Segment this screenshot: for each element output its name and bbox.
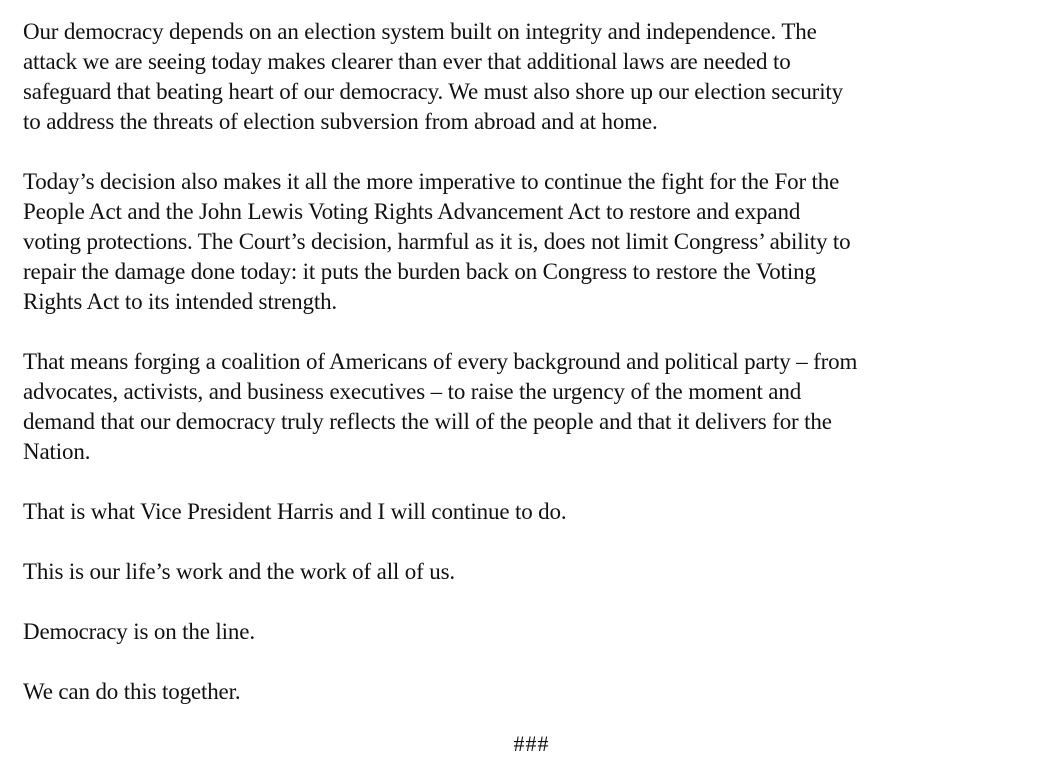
paragraph-court-decision: Today’s decision also makes it all the more imperative to continue the fight for the For the People Act and the John Lewis Voting Rights Advancement Act to restore and expand voting protections. The Court’s decision, harmful as it is, does not limit Congress’ ability to repair the damage done today: it puts the burden back on Congress to restore the Voting Rights Act to its intended strength. (23, 169, 851, 314)
paragraph-democracy-on-line: Democracy is on the line. (23, 619, 255, 644)
end-mark: ### (513, 731, 550, 756)
paragraph-coalition: That means forging a coalition of Americans of every background and political party – from advocates, activists, and business executives – to raise the urgency of the moment and demand that our democracy truly reflects the will of the people and that it delivers for the Nation. (23, 349, 858, 464)
paragraph-continue: That is what Vice President Harris and I will continue to do. (23, 499, 567, 524)
paragraph-election-integrity: Our democracy depends on an election system built on integrity and independence. The attack we are seeing today makes clearer than ever that additional laws are needed to safeguard that beating heart of our democracy. We must also shore up our election security to address the threats of election subversion from abroad and at home. (23, 19, 844, 134)
paragraph-together: We can do this together. (23, 679, 241, 704)
paragraph-lifes-work: This is our life’s work and the work of all of us. (23, 559, 455, 584)
